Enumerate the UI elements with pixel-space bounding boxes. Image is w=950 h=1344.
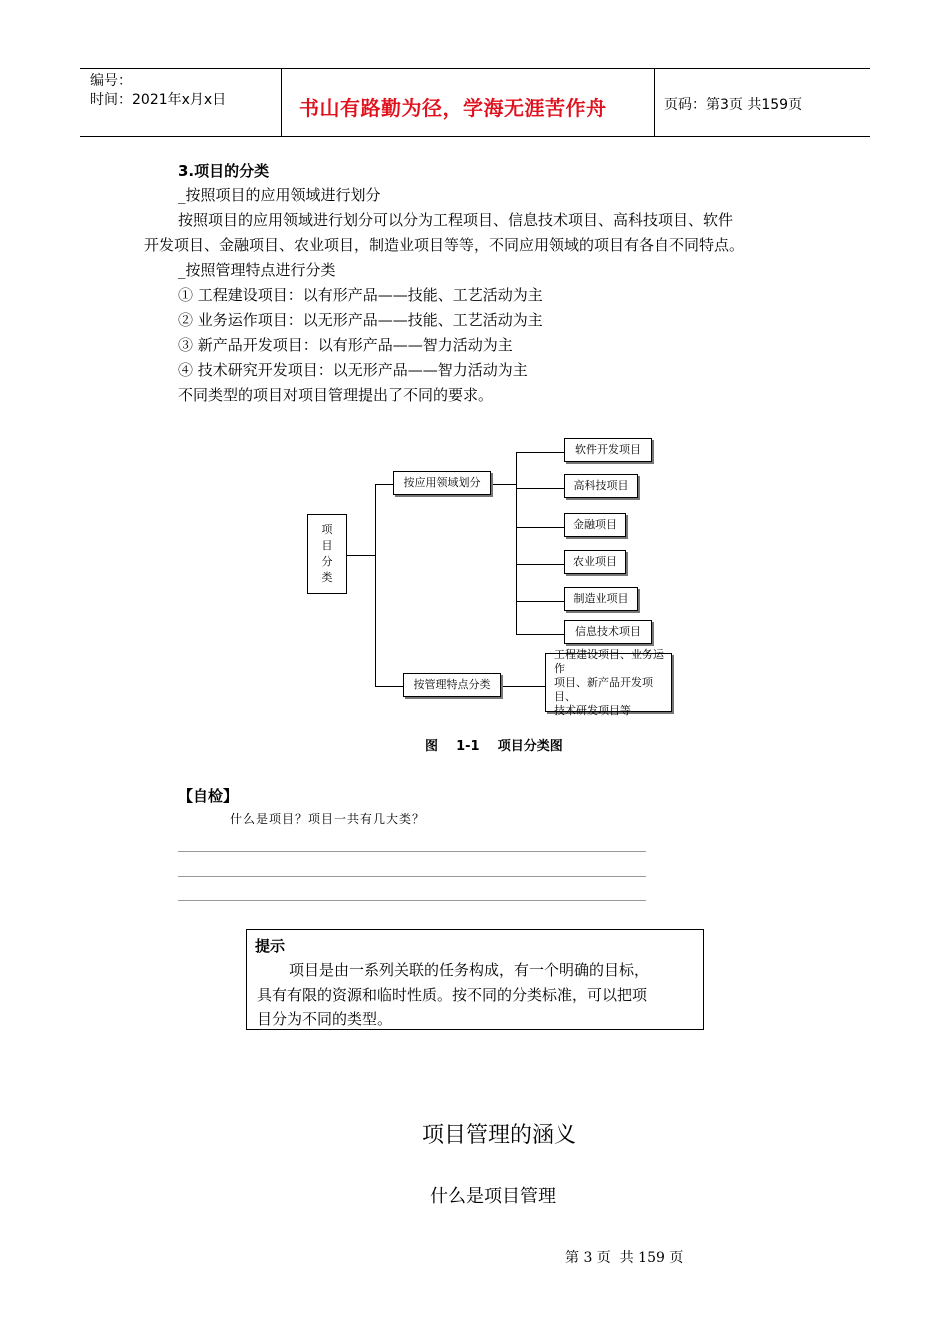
tip-title: 提示 <box>255 937 286 955</box>
connector-line <box>346 555 375 556</box>
diagram-leaf: 制造业项目 <box>564 587 638 611</box>
section-heading: 3.项目的分类 <box>178 162 270 180</box>
header-page-info: 页码：第3页 共159页 <box>664 97 803 113</box>
connector-line <box>491 484 516 485</box>
leaf-line: 技术研发项目等 <box>554 703 631 717</box>
answer-line[interactable] <box>178 851 646 852</box>
diagram-branch-domain: 按应用领域划分 <box>393 471 491 495</box>
paragraph-line: 按照项目的应用领域进行划分可以分为工程项目、信息技术项目、高科技项目、软件 <box>178 211 734 229</box>
tip-line: 具有有限的资源和临时性质。按不同的分类标准，可以把项 <box>257 986 648 1004</box>
header-divider <box>281 68 282 136</box>
connector-line <box>516 527 564 528</box>
root-char: 目 <box>321 539 333 552</box>
page-footer: 第 3 页 共 159 页 <box>565 1250 684 1266</box>
leaf-line: 项目、新产品开发项目、 <box>554 675 653 703</box>
connector-line <box>375 484 376 687</box>
section-subtitle: 什么是项目管理 <box>430 1186 556 1207</box>
diagram-leaf: 农业项目 <box>564 550 626 574</box>
list-item: ④ 技术研究开发项目：以无形产品——智力活动为主 <box>178 361 528 379</box>
root-char: 项 <box>321 523 333 536</box>
connector-line <box>501 686 545 687</box>
diagram-branch-management: 按管理特点分类 <box>403 673 501 697</box>
header-motto: 书山有路勤为径，学海无涯苦作舟 <box>299 96 607 120</box>
figure-caption: 图 1-1 项目分类图 <box>425 739 563 754</box>
diagram-leaf: 高科技项目 <box>564 474 638 498</box>
connector-line <box>516 452 564 453</box>
root-char: 分 <box>321 555 333 568</box>
document-number-label: 编号： <box>90 73 132 89</box>
connector-line <box>375 484 393 485</box>
self-check-question: 什么是项目？项目一共有几大类？ <box>230 812 426 826</box>
header-bottom-rule <box>80 136 870 137</box>
diagram-leaf: 软件开发项目 <box>564 438 652 462</box>
connector-line <box>516 564 564 565</box>
root-char: 类 <box>321 571 333 584</box>
connector-line <box>516 452 517 635</box>
diagram-leaf: 信息技术项目 <box>564 620 652 644</box>
answer-line[interactable] <box>178 876 646 877</box>
connector-line <box>375 686 403 687</box>
answer-line[interactable] <box>178 900 646 901</box>
paragraph-line: 开发项目、金融项目、农业项目，制造业项目等等，不同应用领域的项目有各自不同特点。 <box>144 236 745 254</box>
subheading-domain: _按照项目的应用领域进行划分 <box>178 186 381 204</box>
diagram-leaf-management <box>545 647 672 717</box>
closing-sentence: 不同类型的项目对项目管理提出了不同的要求。 <box>178 386 494 404</box>
section-title: 项目管理的涵义 <box>421 1123 576 1148</box>
self-check-title: 【自检】 <box>178 787 239 805</box>
leaf-line: 工程建设项目、业务运作 <box>554 647 664 675</box>
tip-line: 目分为不同的类型。 <box>257 1010 393 1028</box>
document-time-label: 时间：2021年x月x日 <box>90 92 227 108</box>
list-item: ② 业务运作项目：以无形产品——技能、工艺活动为主 <box>178 311 543 329</box>
connector-line <box>516 488 564 489</box>
subheading-management: _按照管理特点进行分类 <box>178 261 336 279</box>
list-item: ① 工程建设项目：以有形产品——技能、工艺活动为主 <box>178 286 543 304</box>
tip-box <box>246 929 704 1030</box>
header-top-rule <box>80 68 870 69</box>
list-item: ③ 新产品开发项目：以有形产品——智力活动为主 <box>178 336 513 354</box>
tip-line: 项目是由一系列关联的任务构成，有一个明确的目标， <box>289 961 650 979</box>
header-divider <box>654 68 655 136</box>
connector-line <box>516 601 564 602</box>
diagram-leaf: 金融项目 <box>564 513 626 537</box>
connector-line <box>516 634 564 635</box>
diagram-root-node <box>307 514 347 594</box>
